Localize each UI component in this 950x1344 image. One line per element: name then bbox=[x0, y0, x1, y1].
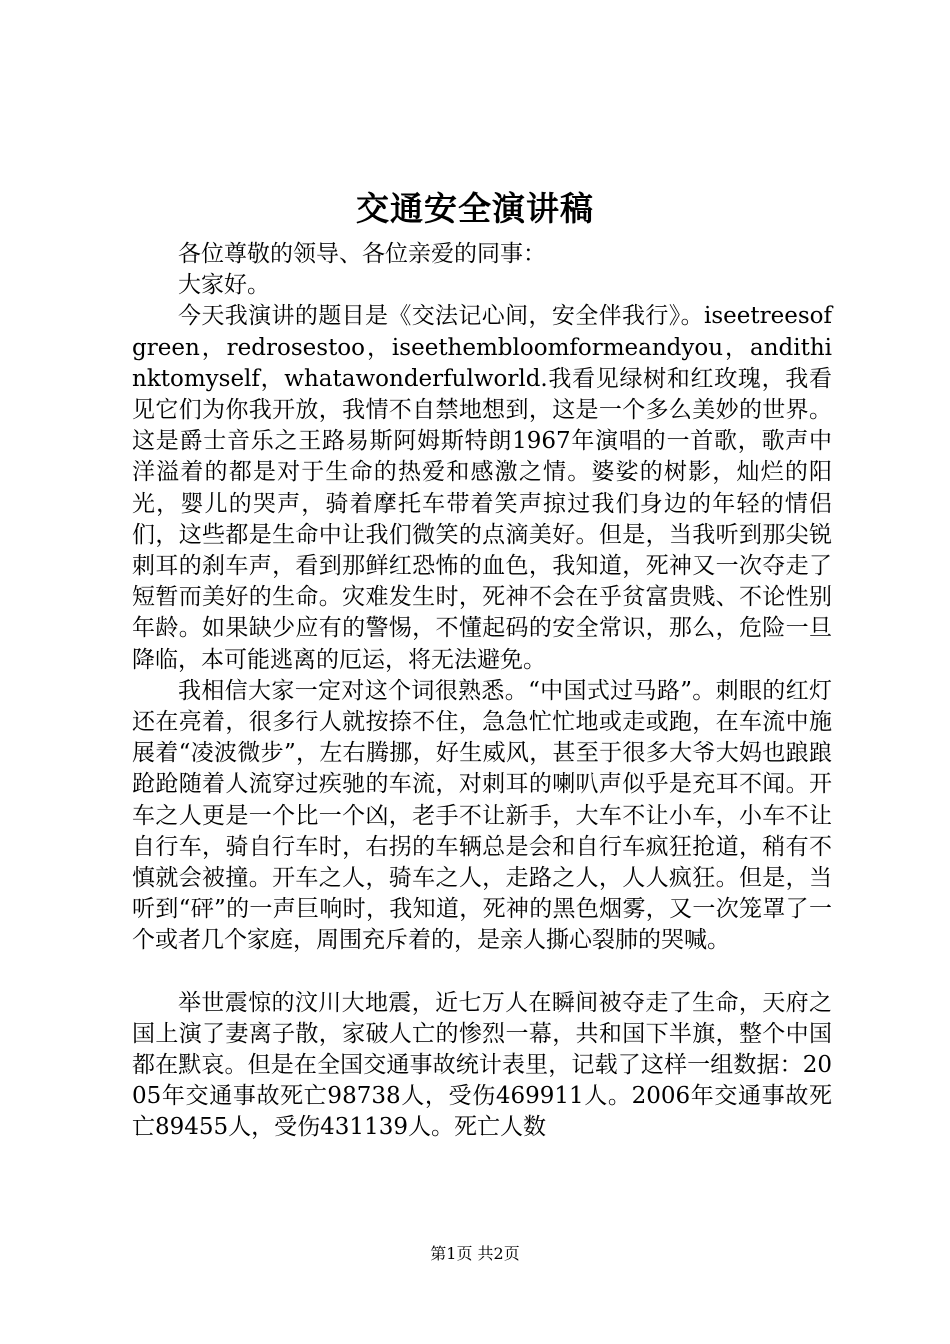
greeting: 大家好。 bbox=[178, 272, 270, 299]
paragraph-intro: 今天我演讲的题目是《交法记心间，安全伴我行》。iseetreesofgreen，redrosestoo，iseethembloomformeandyou，andithinktomyself，whatawonderfulworld.我看见绿树和红玫瑰，我看见它们为你我开放，我情不自禁地想到，这是一个多么美妙的世界。这是爵士音乐之王路易斯阿姆斯特朗1967年演唱的一首歌，歌声中洋溢着的都是对于生命的热爱和感激之情。婆娑的树影，灿烂的阳光，婴儿的哭声，骑着摩托车带着笑声掠过我们身边的年轻的情侣们，这些都是生命中让我们微笑的点滴美好。但是，当我听到那尖锐刺耳的刹车声，看到那鲜红恐怖的血色，我知道，死神又一次夺走了短暂而美好的生命。灾难发生时，死神不会在乎贫富贵贱、不论性别年龄。如果缺少应有的警惕，不懂起码的安全常识，那么，危险一旦降临，本可能逃离的厄运，将无法避免。 bbox=[132, 303, 832, 673]
salutation: 各位尊敬的领导、各位亲爱的同事： bbox=[178, 241, 546, 267]
document-title: 交通安全演讲稿 bbox=[356, 189, 594, 228]
paragraph-crossing: 我相信大家一定对这个词很熟悉。“中国式过马路”。刺眼的红灯还在亮着，很多行人就按捺不住，急急忙忙地或走或跑，在车流中施展着“凌波微步”，左右腾挪，好生威风，甚至于很多大爷大妈也踉踉跄跄随着人流穿过疾驰的车流，对刺耳的喇叭声似乎是充耳不闻。开车之人更是一个比一个凶，老手不让新手，大车不让小车，小车不让自行车，骑自行车时，右拐的车辆总是会和自行车疯狂抢道，稍有不慎就会被撞。开车之人，骑车之人，走路之人，人人疯狂。但是，当听到“砰”的一声巨响时，我知道，死神的黑色烟雾，又一次笼罩了一个或者几个家庭，周围充斥着的，是亲人撕心裂肺的哭喊。 bbox=[132, 677, 832, 954]
page-number: 第1页 共2页 bbox=[430, 1244, 520, 1263]
paragraph-statistics: 举世震惊的汶川大地震，近七万人在瞬间被夺走了生命，天府之国上演了妻离子散，家破人亡的惨烈一幕，共和国下半旗，整个中国都在默哀。但是在全国交通事故统计表里，记载了这样一组数据：2005年交通事故死亡98738人，受伤469911人。2006年交通事故死亡89455人，受伤431139人。死亡人数 bbox=[132, 989, 832, 1141]
document-body bbox=[132, 239, 832, 1144]
